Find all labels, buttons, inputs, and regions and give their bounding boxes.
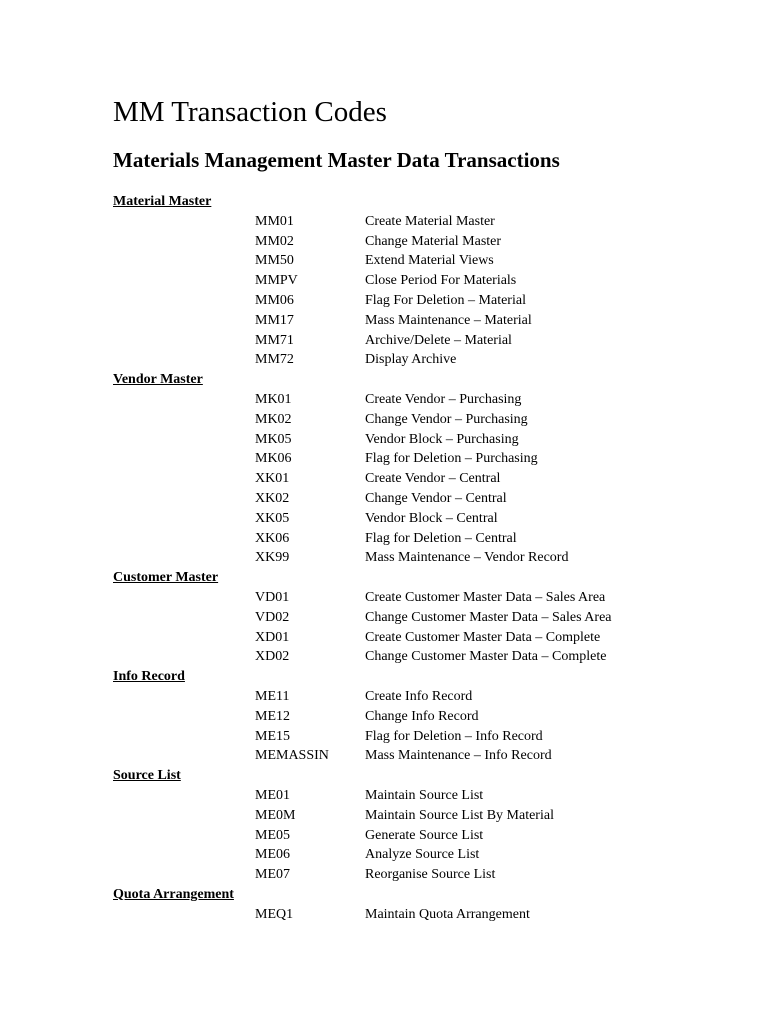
transaction-code: ME15: [255, 728, 290, 744]
transaction-description: Maintain Source List: [365, 787, 484, 803]
transaction-description: Create Info Record: [365, 688, 473, 704]
transaction-description: Flag for Deletion – Central: [365, 530, 517, 546]
transaction-code: ME12: [255, 708, 290, 724]
transaction-row: [113, 845, 713, 865]
transaction-code: MK01: [255, 391, 292, 407]
transaction-row: [113, 647, 713, 667]
transaction-row: [113, 786, 713, 806]
transaction-description: Vendor Block – Central: [365, 510, 498, 526]
transaction-code: ME11: [255, 688, 290, 704]
transaction-code: XD02: [255, 649, 290, 665]
transaction-row: [113, 905, 713, 925]
transaction-code: MK06: [255, 451, 292, 467]
transaction-row: [113, 232, 713, 252]
transaction-description: Change Vendor – Purchasing: [365, 411, 528, 427]
transaction-code: ME07: [255, 867, 290, 883]
transaction-code: MEQ1: [255, 906, 294, 922]
transaction-row: [113, 548, 713, 568]
transaction-code: MM71: [255, 332, 294, 348]
transaction-row: [113, 746, 713, 766]
transaction-description: Close Period For Materials: [365, 273, 517, 289]
transaction-code: MK02: [255, 411, 292, 427]
transaction-description: Mass Maintenance – Info Record: [365, 748, 552, 764]
transaction-code: XK99: [255, 550, 290, 566]
transaction-row: [113, 588, 713, 608]
transaction-description: Create Vendor – Purchasing: [365, 391, 522, 407]
transaction-row: [113, 449, 713, 469]
transaction-description: Vendor Block – Purchasing: [365, 431, 519, 447]
transaction-code: XK05: [255, 510, 290, 526]
transaction-description: Maintain Source List By Material: [365, 807, 554, 823]
transaction-row: [113, 509, 713, 529]
transaction-code: MM17: [255, 312, 294, 328]
section-group: [113, 885, 713, 925]
transaction-description: Create Customer Master Data – Complete: [365, 629, 601, 645]
transaction-description: Flag for Deletion – Info Record: [365, 728, 543, 744]
transaction-code: XK06: [255, 530, 290, 546]
section-heading: Quota Arrangement: [113, 886, 234, 902]
transaction-description: Create Material Master: [365, 213, 495, 229]
transaction-code: MK05: [255, 431, 292, 447]
transaction-row: [113, 865, 713, 885]
transaction-row: [113, 529, 713, 549]
transaction-row: [113, 311, 713, 331]
transaction-description: Create Vendor – Central: [365, 471, 501, 487]
transaction-description: Change Info Record: [365, 708, 479, 724]
section-group: [113, 766, 713, 885]
section-heading: Customer Master: [113, 570, 219, 586]
transaction-description: Change Material Master: [365, 233, 502, 249]
transaction-row: [113, 430, 713, 450]
transaction-row: [113, 410, 713, 430]
transaction-code: VD02: [255, 609, 290, 625]
transaction-description: Generate Source List: [365, 827, 484, 843]
transaction-row: [113, 390, 713, 410]
section-group: [113, 667, 713, 766]
section-group: [113, 192, 713, 370]
transaction-description: Flag for Deletion – Purchasing: [365, 451, 538, 467]
transaction-row: [113, 727, 713, 747]
transaction-code: MMPV: [255, 273, 298, 289]
transaction-code: MM06: [255, 292, 294, 308]
transaction-code: MM50: [255, 253, 294, 269]
transaction-description: Change Vendor – Central: [365, 490, 507, 506]
transaction-row: [113, 350, 713, 370]
transaction-row: [113, 806, 713, 826]
section-heading: Info Record: [113, 669, 185, 685]
transaction-description: Reorganise Source List: [365, 867, 496, 883]
transaction-row: [113, 608, 713, 628]
section-heading: Vendor Master: [113, 372, 203, 388]
section-heading: Source List: [113, 768, 181, 784]
transaction-row: [113, 212, 713, 232]
transaction-description: Change Customer Master Data – Sales Area: [365, 609, 612, 625]
transaction-row: [113, 489, 713, 509]
transaction-code: MM01: [255, 213, 294, 229]
page-subtitle: Materials Management Master Data Transactions: [113, 148, 560, 172]
transaction-row: [113, 826, 713, 846]
transaction-description: Maintain Quota Arrangement: [365, 906, 530, 922]
page-title: MM Transaction Codes: [113, 96, 387, 128]
transaction-row: [113, 271, 713, 291]
transaction-code: XK01: [255, 471, 290, 487]
transaction-code: MM72: [255, 352, 294, 368]
transaction-code: MEMASSIN: [255, 748, 329, 764]
transaction-code-list: [113, 192, 713, 924]
section-heading: Material Master: [113, 194, 212, 209]
transaction-description: Create Customer Master Data – Sales Area: [365, 589, 606, 605]
transaction-row: [113, 687, 713, 707]
transaction-description: Display Archive: [365, 352, 457, 368]
transaction-description: Archive/Delete – Material: [365, 332, 512, 348]
transaction-row: [113, 628, 713, 648]
transaction-code: VD01: [255, 589, 290, 605]
transaction-description: Mass Maintenance – Vendor Record: [365, 550, 569, 566]
transaction-code: XK02: [255, 490, 290, 506]
transaction-description: Extend Material Views: [365, 253, 494, 269]
transaction-code: ME01: [255, 787, 290, 803]
transaction-row: [113, 291, 713, 311]
transaction-row: [113, 707, 713, 727]
section-group: [113, 568, 713, 667]
transaction-code: XD01: [255, 629, 290, 645]
transaction-description: Change Customer Master Data – Complete: [365, 649, 607, 665]
transaction-code: ME0M: [255, 807, 296, 823]
transaction-code: ME06: [255, 847, 290, 863]
transaction-code: ME05: [255, 827, 290, 843]
transaction-description: Flag For Deletion – Material: [365, 292, 526, 308]
transaction-code: MM02: [255, 233, 294, 249]
transaction-row: [113, 251, 713, 271]
section-group: [113, 370, 713, 568]
transaction-description: Analyze Source List: [365, 847, 480, 863]
transaction-row: [113, 469, 713, 489]
transaction-description: Mass Maintenance – Material: [365, 312, 532, 328]
transaction-row: [113, 331, 713, 351]
